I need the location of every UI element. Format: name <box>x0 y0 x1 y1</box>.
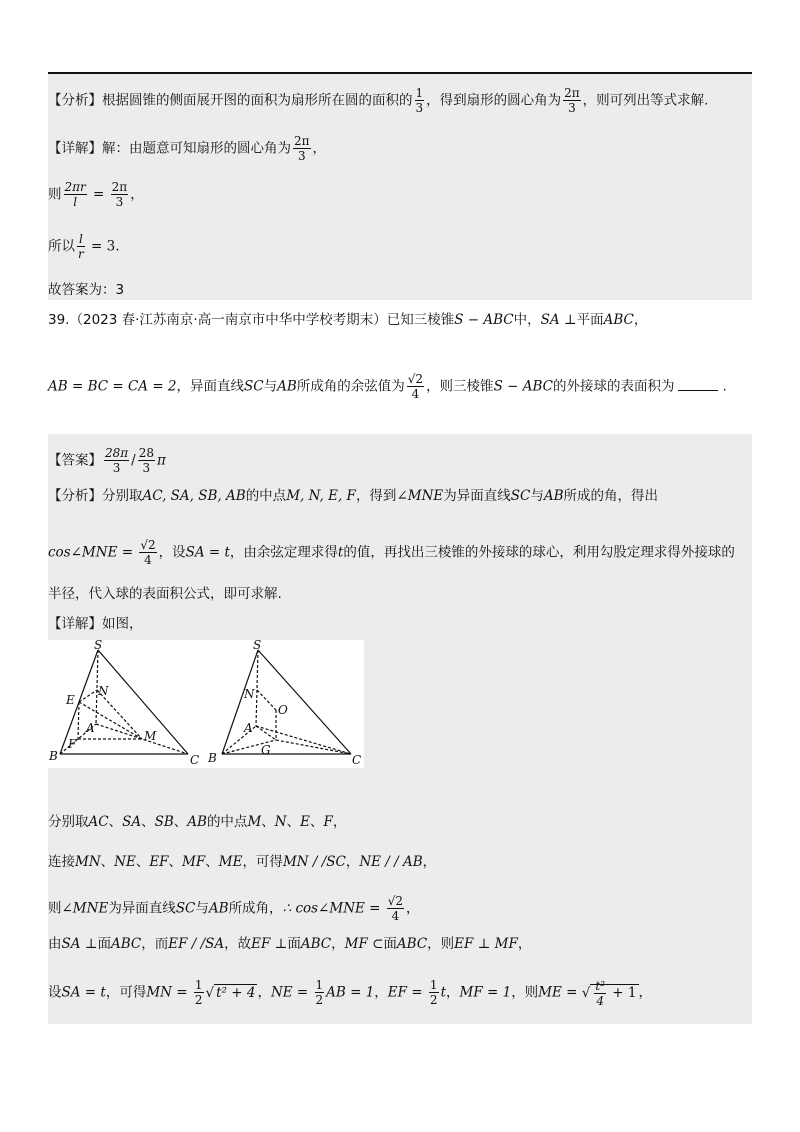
analysis-1: 【分析】根据圆锥的侧面展开图的面积为扇形所在圆的面积的 $\frac{1}{3}$ ，得到扇形的圆心角为 $\frac{2\pi}{3}$ ，则可列出等式求解. <box>48 86 709 115</box>
question-39-line-2: AB = BC = CA = 2，异面直线SC与AB所成角的余弦值为 $\frac{√2}{4}$ ，则三棱锥S − ABC的外接球的表面积为 . <box>48 372 727 401</box>
detail-2-line-1: 【详解】如图， <box>48 616 143 632</box>
detail-1-answer: 故答案为：3 <box>48 282 125 298</box>
analysis-2-line-2: cos∠MNE = $\frac{√2}{4}$ ，设SA = t，由余弦定理求得t的值，再找出三棱锥的外接球的球心，利用勾股定理求得外接球的 <box>48 538 735 567</box>
label-O-right: O <box>278 703 288 717</box>
label-E-left: E <box>66 693 75 707</box>
label-M-left: M <box>144 729 157 743</box>
analysis-2-line-3: 半径，代入球的表面积公式，即可求解. <box>48 586 282 602</box>
pyramid-diagram <box>48 640 364 768</box>
detail-2-line-3: 连接MN、NE、EF、MF、ME，可得MN / /SC，NE / / AB， <box>48 854 437 870</box>
detail-2-line-5: 由SA ⊥面ABC，而EF / /SA，故EF ⊥面ABC，MF ⊂面ABC，则EF ⊥ MF， <box>48 936 532 952</box>
answer-blank <box>678 390 718 391</box>
label-A-left: A <box>86 721 95 735</box>
label-F-left: F <box>68 737 77 751</box>
left-pyramid <box>60 650 188 754</box>
detail-2-line-2: 分别取AC、SA、SB、AB的中点M、N、E、F， <box>48 814 347 830</box>
pyramid-figure <box>48 640 364 768</box>
analysis-2-line-1: 【分析】分别取AC, SA, SB, AB的中点M, N, E, F，得到∠MNE为异面直线SC与AB所成的角，得出 <box>48 488 658 504</box>
detail-2-line-4: 则∠MNE为异面直线SC与AB所成角，∴ cos∠MNE = $\frac{√2}{4}$ ， <box>48 894 420 923</box>
label-G-right: G <box>261 743 271 757</box>
detail-2-line-6: 设SA = t，可得MN = $\frac{1}{2}$ √ t² + 4 ，NE = $\frac{1}{2}$ AB = 1，EF = $\frac{1}{2}$ t，MF = 1，则ME = √ $\frac{\text{t²}}{4}$ + 1 ， <box>48 978 652 1008</box>
detail-1-line-3: 所以 $\frac{l}{r}$ = 3. <box>48 232 120 261</box>
label-B-left: B <box>49 749 58 763</box>
label-N-left: N <box>98 684 109 698</box>
detail-1-line-1: 【详解】解：由题意可知扇形的圆心角为 $\frac{2\pi}{3}$ ， <box>48 134 327 163</box>
question-39-line-1: 39.（2023 春·江苏南京·高一南京市中华中学校考期末）已知三棱锥S − ABC中，SA ⊥平面ABC， <box>48 312 648 328</box>
label-C-right: C <box>352 753 362 767</box>
answer-line: 【答案】 $\frac{28\pi}{3}$ / $\frac{28}{3}$ π <box>48 446 166 475</box>
label-C-left: C <box>190 753 200 767</box>
label-S-left: S <box>94 640 103 652</box>
label-S-right: S <box>253 640 262 652</box>
label-B-right: B <box>208 751 217 765</box>
detail-1-line-2: 则 $\frac{2\pi r}{l}$ = $\frac{2\pi}{3}$ ， <box>48 180 144 209</box>
label-N-right: N <box>244 687 255 701</box>
right-pyramid <box>222 650 351 754</box>
label-A-right: A <box>244 721 253 735</box>
